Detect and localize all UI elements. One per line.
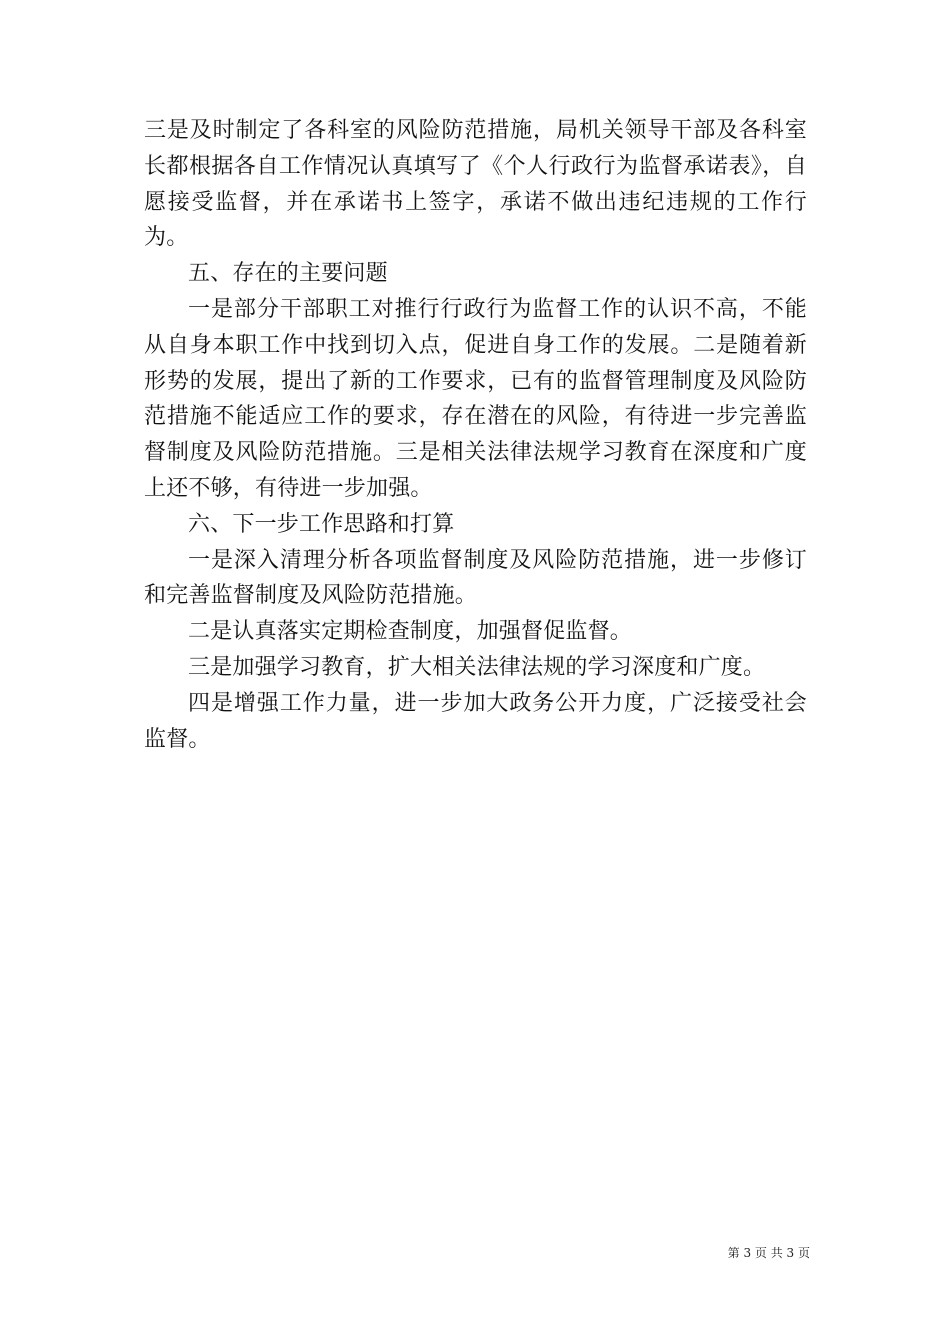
paragraph-main-problems: 一是部分干部职工对推行行政行为监督工作的认识不高，不能从自身本职工作中找到切入点，促进自身工作的发展。二是随着新形势的发展，提出了新的工作要求，已有的监督管理制度及风险防范措施不能适应工作的要求，存在潜在的风险，有待进一步完善监督制度及风险防范措施。三是相关法律法规学习教育在深度和广度上还不够，有待进一步加强。 bbox=[144, 296, 807, 501]
paragraph-next-step-3: 三是加强学习教育，扩大相关法律法规的学习深度和广度。 bbox=[188, 654, 766, 680]
section-heading-next-steps: 六、下一步工作思路和打算 bbox=[188, 511, 455, 537]
paragraph-next-step-4: 四是增强工作力量，进一步加大政务公开力度，广泛接受社会监督。 bbox=[144, 690, 807, 752]
page-number-footer: 第 3 页 共 3 页 bbox=[727, 1246, 810, 1260]
paragraph-risk-measures: 三是及时制定了各科室的风险防范措施，局机关领导干部及各科室长都根据各自工作情况认真填写了《个人行政行为监督承诺表》，自愿接受监督，并在承诺书上签字，承诺不做出违纪违规的工作行为。 bbox=[144, 118, 807, 251]
paragraph-next-step-2: 二是认真落实定期检查制度，加强督促监督。 bbox=[188, 619, 633, 645]
section-heading-main-problems: 五、存在的主要问题 bbox=[188, 261, 388, 287]
document-body bbox=[144, 113, 807, 757]
paragraph-next-step-1: 一是深入清理分析各项监督制度及风险防范措施，进一步修订和完善监督制度及风险防范措施。 bbox=[144, 547, 807, 609]
